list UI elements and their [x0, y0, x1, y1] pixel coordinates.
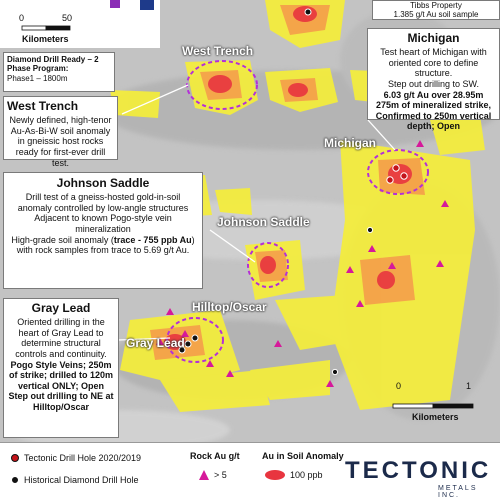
scale-one: 1 [466, 381, 472, 391]
michigan-p1: Test heart of Michigan with oriented core to define structure. [380, 47, 487, 79]
scale-zero: 0 [396, 381, 402, 391]
legend-historic: Historical Diamond Drill Hole [24, 475, 139, 485]
legend-soil-title: Au in Soil Anomaly [262, 451, 344, 461]
program-line1: Diamond Drill Ready – 2 Phase Program: [7, 55, 99, 74]
johnson-p2: Adjacent to known Pogo-style vein mineralization [34, 213, 172, 234]
johnson-saddle-box [3, 172, 203, 289]
inset-scale-zero: 0 [19, 13, 25, 23]
tibbs-property-box [372, 0, 500, 20]
michigan-p3: 6.03 g/t Au over 28.95m [383, 89, 484, 100]
michigan-box [367, 28, 500, 132]
legend-rock-title: Rock Au g/t [190, 451, 240, 461]
rock-sample-legend-icon [198, 469, 210, 481]
label-johnson-saddle: Johnson Saddle [217, 215, 310, 229]
tectonic-logo-sub: METALS INC. [438, 485, 478, 499]
label-hilltop-oscar: Hilltop/Oscar [192, 300, 267, 314]
legend-drill: Tectonic Drill Hole 2020/2019 [24, 453, 142, 463]
johnson-p3a: High-grade soil anomaly ( [11, 234, 114, 245]
gray-lead-box [3, 298, 119, 438]
west-trench-title: West Trench [7, 99, 79, 113]
gray-p2: Pogo Style Veins; 250m of strike; drilled to 120m vertical ONLY; Open [8, 359, 114, 391]
michigan-p2: Step out drilling to SW. [387, 78, 480, 89]
legend-soil-value: 100 ppb [290, 470, 323, 480]
inset-scale-fifty: 50 [62, 13, 73, 23]
scale-unit: Kilometers [412, 412, 459, 422]
johnson-p1: Drill test of a gneiss-hosted gold-in-soil anomaly controlled by low-angle structures [17, 192, 189, 213]
legend-rock-value: > 5 [214, 470, 227, 480]
tibbs-line2: 1.385 g/t Au soil sample [393, 10, 479, 20]
johnson-title: Johnson Saddle [56, 176, 150, 190]
drill-hole-legend-icon [10, 453, 20, 463]
label-gray-lead: Gray Lead [126, 336, 185, 350]
tibbs-line1: Tibbs Property [410, 1, 462, 10]
west-trench-box [3, 96, 118, 168]
scale-bar [393, 404, 473, 408]
west-trench-text: Newly defined, high-tenor Au-As-Bi-W soil anomaly in gneissic host rocks ready for first-ever drill test. [9, 115, 112, 168]
historic-hole-legend-icon [10, 475, 20, 485]
program-line2: Phase1 – 1800m [7, 73, 68, 83]
tectonic-logo: TECTONIC [345, 457, 492, 484]
legend [0, 442, 500, 501]
label-michigan: Michigan [324, 136, 377, 150]
michigan-title: Michigan [407, 31, 460, 45]
drill-program-box [3, 52, 115, 92]
label-west-trench: West Trench [182, 44, 254, 58]
inset-scale-unit: Kilometers [22, 34, 69, 44]
gray-p1: Oriented drilling in the heart of Gray Lead to determine structural controls and continuity. [15, 317, 107, 359]
gray-p3: Step out drilling to NE at Hilltop/Oscar [8, 391, 114, 413]
gray-title: Gray Lead [31, 301, 91, 315]
soil-anomaly-legend-icon [264, 469, 286, 481]
johnson-p3c: ) with rock samples from trace to 5.69 g/t Au. [16, 234, 195, 256]
michigan-p4: 275m of mineralized strike, Confirmed to 250m vertical depth; Open [375, 100, 492, 132]
johnson-p3b: trace - 755 ppb Au [113, 234, 192, 245]
